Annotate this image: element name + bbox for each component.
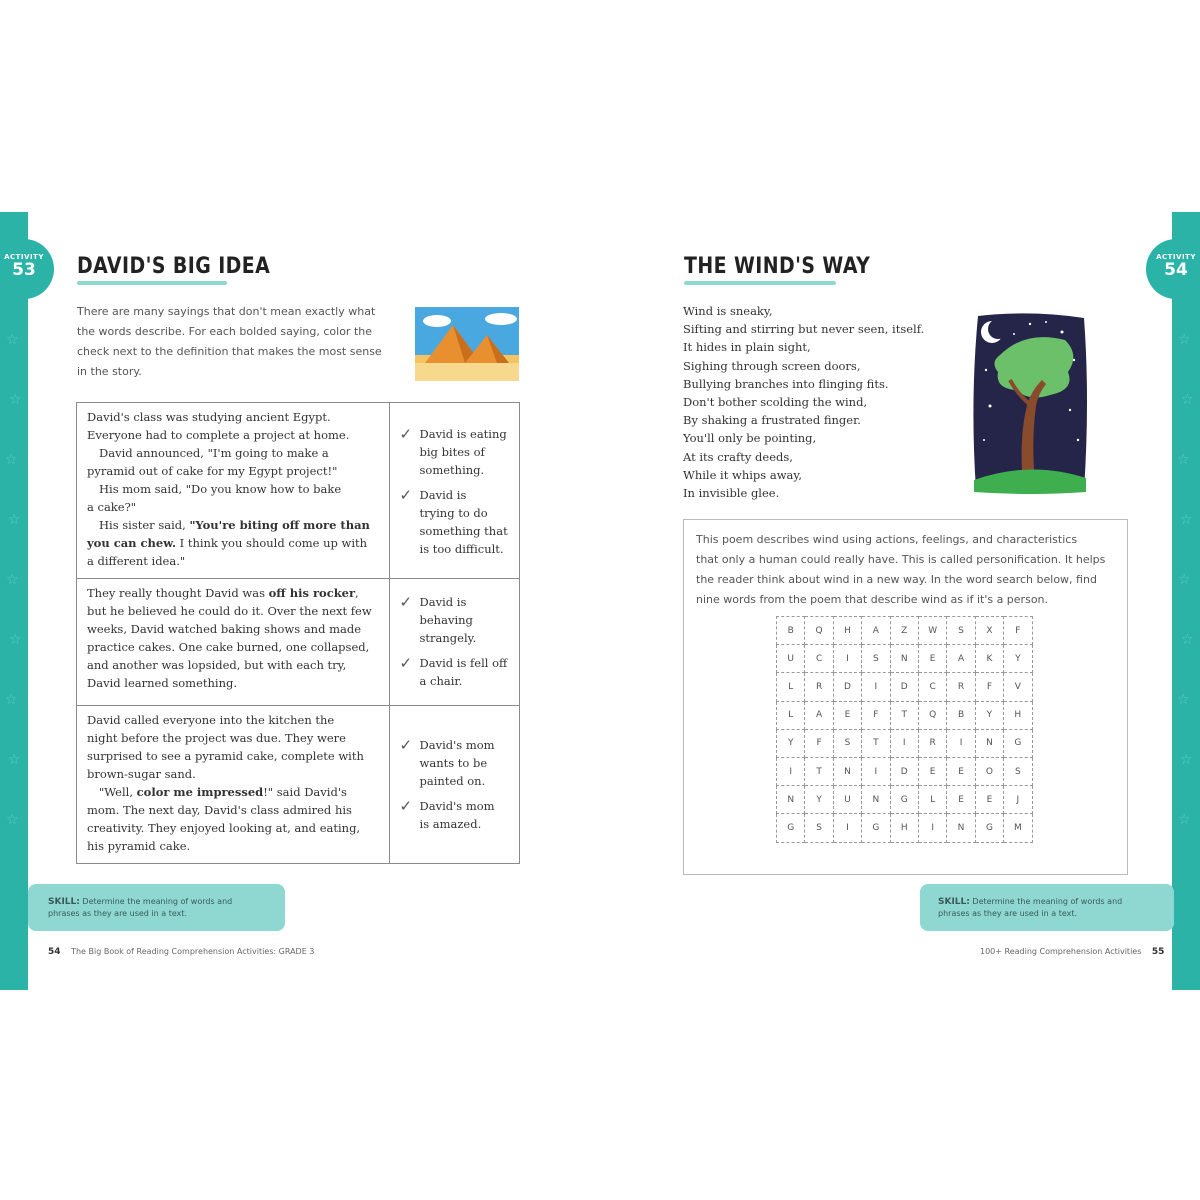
right-page-edge (1172, 212, 1200, 990)
choice-line: David's mom (419, 738, 495, 752)
word-search-cell[interactable]: W (918, 617, 946, 645)
definition-choice[interactable] (400, 797, 511, 833)
star-icon: ☆ (1178, 812, 1191, 828)
page-number: 54 (48, 947, 61, 957)
word-search-cell[interactable]: I (862, 673, 890, 701)
activity-label: ACTIVITY (4, 253, 44, 261)
star-icon: ☆ (8, 512, 21, 528)
word-search-cell[interactable]: E (975, 786, 1003, 814)
poem-line: Bullying branches into flinging fits. (683, 376, 889, 391)
story-line: night before the project was due. They were (87, 731, 346, 745)
definition-choice[interactable] (400, 593, 511, 647)
left-page-edge (0, 212, 28, 990)
word-search-cell[interactable]: E (947, 757, 975, 785)
word-search-cell[interactable]: C (805, 645, 833, 673)
word-search-row (777, 729, 1033, 757)
word-search-cell[interactable]: M (1004, 814, 1032, 842)
star-icon: ☆ (6, 332, 19, 348)
word-search-cell[interactable]: G (890, 786, 918, 814)
word-search-cell[interactable]: E (918, 645, 946, 673)
word-search-cell[interactable]: G (777, 814, 805, 842)
poem-line: Wind is sneaky, (683, 304, 773, 318)
page-title: DAVID'S BIG IDEA (77, 254, 271, 279)
page-footer-right (980, 947, 1164, 957)
word-search-cell[interactable]: B (947, 701, 975, 729)
word-search-cell[interactable]: U (833, 786, 861, 814)
word-search-cell[interactable]: S (862, 645, 890, 673)
star-icon: ☆ (6, 572, 19, 588)
choice-cell (389, 579, 519, 706)
story-row (77, 403, 520, 579)
story-line: a cake?" (87, 500, 137, 514)
story-passage (77, 403, 390, 579)
word-search-cell[interactable]: N (833, 757, 861, 785)
word-search-cell[interactable]: R (947, 673, 975, 701)
star-icon: ☆ (1181, 632, 1194, 648)
word-search-cell[interactable]: X (975, 617, 1003, 645)
word-search-cell[interactable]: A (805, 701, 833, 729)
footer-text: The Big Book of Reading Comprehension Activities: GRADE 3 (71, 947, 315, 956)
word-search-cell[interactable]: Y (805, 786, 833, 814)
word-search-cell[interactable]: F (1004, 617, 1032, 645)
word-search-cell[interactable]: A (862, 617, 890, 645)
star-icon: ☆ (8, 752, 21, 768)
bolded-saying: "You're biting off more than (189, 518, 370, 532)
word-search-row (777, 645, 1033, 673)
story-line: weeks, David watched baking shows and made (87, 622, 362, 636)
word-search-row (777, 617, 1033, 645)
instruction-line: the reader think about wind in a new way. In the word search below, find (696, 573, 1097, 586)
word-search-cell[interactable]: H (833, 617, 861, 645)
word-search-cell[interactable]: S (805, 814, 833, 842)
check-icon[interactable]: ✓ (399, 425, 413, 443)
star-icon: ☆ (1178, 332, 1191, 348)
skill-text: Determine the meaning of words and (969, 897, 1123, 906)
poem-line: You'll only be pointing, (683, 431, 817, 446)
word-search-cell[interactable]: R (918, 729, 946, 757)
word-search-cell[interactable]: S (1004, 757, 1032, 785)
story-row (77, 579, 520, 706)
word-search-cell[interactable]: S (833, 729, 861, 757)
word-search-box (683, 519, 1128, 875)
choice-line: David's mom (419, 799, 495, 813)
word-search-cell[interactable]: I (777, 757, 805, 785)
choice-line: something. (419, 463, 485, 477)
story-line: a different idea." (87, 554, 186, 568)
choice-line: trying to do (419, 506, 488, 520)
story-line: creativity. They enjoyed looking at, and eating, (87, 821, 361, 835)
star-icon: ☆ (6, 812, 19, 828)
title-underline (684, 281, 836, 285)
choice-line: David is eating (419, 427, 507, 441)
word-search-cell[interactable]: H (890, 814, 918, 842)
word-search-cell[interactable]: Z (890, 617, 918, 645)
word-search-cell[interactable]: G (1004, 729, 1032, 757)
definition-choice[interactable] (400, 486, 511, 558)
word-search-cell[interactable]: V (1004, 673, 1032, 701)
bolded-saying: you can chew. (87, 536, 176, 550)
skill-text: phrases as they are used in a text. (938, 909, 1078, 918)
poem-line: Sighing through screen doors, (683, 358, 861, 373)
word-search-grid (776, 616, 1033, 843)
book-spread (0, 212, 1200, 990)
poem-line: Don't bother scolding the wind, (683, 395, 868, 410)
skill-box (920, 884, 1174, 931)
story-line (87, 584, 381, 602)
story-text: !" said David's (263, 785, 347, 799)
star-icon: ☆ (5, 692, 18, 708)
story-line: surprised to see a pyramid cake, complete with (87, 749, 364, 763)
story-line: David's class was studying ancient Egypt. (87, 410, 331, 424)
word-search-cell[interactable]: C (918, 673, 946, 701)
word-search-cell[interactable]: I (947, 729, 975, 757)
word-search-cell[interactable]: F (975, 673, 1003, 701)
choice-line: behaving (419, 613, 473, 627)
word-search-row (777, 701, 1033, 729)
story-line: His mom said, "Do you know how to bake (99, 482, 342, 496)
activity-number: 53 (12, 260, 36, 280)
poem-line: It hides in plain sight, (683, 340, 811, 355)
word-search-cell[interactable]: L (777, 701, 805, 729)
story-line: and another was lopsided, but with each try, (87, 658, 347, 672)
story-line: his pyramid cake. (87, 839, 191, 853)
story-passage (77, 706, 390, 864)
word-search-row (777, 814, 1033, 842)
word-search-cell[interactable]: H (1004, 701, 1032, 729)
poem-line: In invisible glee. (683, 486, 780, 501)
poem-line: At its crafty deeds, (683, 449, 793, 464)
instruction-line: that only a human could really have. This is called personification. It helps (696, 553, 1106, 566)
word-search-cell[interactable]: Q (918, 701, 946, 729)
word-search-cell[interactable]: U (777, 645, 805, 673)
story-line (87, 783, 381, 801)
word-search-cell[interactable]: R (805, 673, 833, 701)
word-search-cell[interactable]: Y (1004, 645, 1032, 673)
windy-tree-illustration (970, 310, 1090, 495)
star-icon: ☆ (1178, 572, 1191, 588)
word-search-cell[interactable]: N (890, 645, 918, 673)
word-search-cell[interactable]: E (947, 786, 975, 814)
story-line (87, 516, 381, 534)
check-icon[interactable]: ✓ (399, 654, 413, 672)
story-line: David announced, "I'm going to make a (99, 446, 329, 460)
word-search-row (777, 786, 1033, 814)
definition-choice[interactable] (400, 736, 511, 790)
word-search-cell[interactable]: D (890, 757, 918, 785)
word-search-cell[interactable]: T (890, 701, 918, 729)
word-search-cell[interactable]: O (975, 757, 1003, 785)
choice-line: wants to be (419, 756, 488, 770)
word-search-row (777, 673, 1033, 701)
story-text: "Well, (99, 785, 137, 799)
instructions-text (696, 530, 1114, 610)
word-search-cell[interactable]: B (777, 617, 805, 645)
word-search-cell[interactable]: J (1004, 786, 1032, 814)
choice-line: David is (419, 488, 467, 502)
activity-label: ACTIVITY (1156, 253, 1196, 261)
word-search-cell[interactable]: Q (805, 617, 833, 645)
choice-line: David is fell off (419, 656, 508, 670)
choice-line: big bites of (419, 445, 485, 459)
star-icon: ☆ (9, 632, 22, 648)
intro-line: There are many sayings that don't mean exactly what (77, 305, 376, 318)
word-search-cell[interactable]: I (833, 814, 861, 842)
word-search-cell[interactable]: A (947, 645, 975, 673)
story-text: His sister said, (99, 518, 190, 532)
choice-line: is too difficult. (419, 542, 504, 556)
check-icon[interactable]: ✓ (399, 593, 413, 611)
activity-badge-left (0, 239, 54, 299)
word-search-cell[interactable]: E (833, 701, 861, 729)
word-search-cell[interactable]: L (777, 673, 805, 701)
poem-line: Sifting and stirring but never seen, itself. (683, 322, 925, 337)
page-footer-left (48, 947, 314, 957)
word-search-cell[interactable]: S (947, 617, 975, 645)
word-search-cell[interactable]: F (805, 729, 833, 757)
star-icon: ☆ (1177, 692, 1190, 708)
word-search-cell[interactable]: T (805, 757, 833, 785)
word-search-cell[interactable]: N (862, 786, 890, 814)
word-search-cell[interactable]: E (918, 757, 946, 785)
instruction-line: nine words from the poem that describe wind as if it's a person. (696, 593, 1049, 606)
word-search-cell[interactable]: Y (975, 701, 1003, 729)
story-text: , (355, 586, 359, 600)
skill-label: SKILL: (938, 897, 970, 907)
choice-cell (389, 706, 519, 864)
intro-line: the words describe. For each bolded saying, color the (77, 325, 372, 338)
story-line (87, 534, 381, 552)
story-text: I think you should come up with (175, 536, 368, 550)
activity-number: 54 (1164, 260, 1188, 280)
skill-text: phrases as they are used in a text. (48, 909, 188, 918)
word-search-cell[interactable]: D (833, 673, 861, 701)
star-icon: ☆ (1180, 512, 1193, 528)
star-icon: ☆ (5, 452, 18, 468)
title-underline (77, 281, 227, 285)
word-search-cell[interactable]: I (890, 729, 918, 757)
skill-box (28, 884, 285, 931)
word-search-cell[interactable]: I (918, 814, 946, 842)
check-icon[interactable]: ✓ (399, 486, 413, 504)
choice-line: strangely. (419, 631, 477, 645)
intro-line: check next to the definition that makes the most sense (77, 345, 382, 358)
choice-line: something that (419, 524, 508, 538)
story-line: but he believed he could do it. Over the next few (87, 604, 372, 618)
check-icon[interactable]: ✓ (399, 797, 413, 815)
star-icon: ☆ (1177, 452, 1190, 468)
definition-choice[interactable] (400, 654, 511, 690)
story-line: David learned something. (87, 676, 237, 690)
definition-choice[interactable] (400, 425, 511, 479)
bolded-saying: off his rocker (268, 586, 356, 600)
word-search-cell[interactable]: I (862, 757, 890, 785)
story-row (77, 706, 520, 864)
story-line: Everyone had to complete a project at home. (87, 428, 350, 442)
star-icon: ☆ (1180, 752, 1193, 768)
word-search-cell[interactable]: G (862, 814, 890, 842)
word-search-cell[interactable]: G (975, 814, 1003, 842)
choice-line: David is (419, 595, 467, 609)
choice-line: a chair. (419, 674, 463, 688)
page-title: THE WIND'S WAY (684, 254, 871, 279)
star-icon: ☆ (1181, 392, 1194, 408)
activity-badge-right (1146, 239, 1200, 299)
word-search-cell[interactable]: T (862, 729, 890, 757)
intro-text (77, 302, 397, 382)
word-search-cell[interactable]: F (862, 701, 890, 729)
pyramids-illustration (415, 307, 519, 381)
intro-line: in the story. (77, 365, 142, 378)
word-search-cell[interactable]: Y (777, 729, 805, 757)
choice-line: is amazed. (419, 817, 482, 831)
word-search-cell[interactable]: L (918, 786, 946, 814)
check-icon[interactable]: ✓ (399, 736, 413, 754)
word-search-cell[interactable]: D (890, 673, 918, 701)
word-search-row (777, 757, 1033, 785)
bolded-saying: color me impressed (136, 785, 264, 799)
story-line: practice cakes. One cake burned, one collapsed, (87, 640, 370, 654)
page-number: 55 (1151, 947, 1165, 957)
choice-line: painted on. (419, 774, 486, 788)
story-line: mom. The next day, David's class admired his (87, 803, 352, 817)
poem (683, 302, 924, 502)
story-line: David called everyone into the kitchen the (87, 713, 335, 727)
poem-line: While it whips away, (683, 467, 803, 482)
story-line: pyramid out of cake for my Egypt project!" (87, 464, 338, 478)
word-search-cell[interactable]: K (975, 645, 1003, 673)
story-text: They really thought David was (87, 586, 269, 600)
instruction-line: This poem describes wind using actions, feelings, and characteristics (696, 533, 1078, 546)
word-search-cell[interactable]: I (833, 645, 861, 673)
star-icon: ☆ (9, 392, 22, 408)
word-search-cell[interactable]: N (975, 729, 1003, 757)
story-table (76, 402, 520, 864)
story-line: brown-sugar sand. (87, 767, 196, 781)
word-search-cell[interactable]: N (777, 786, 805, 814)
word-search-cell[interactable]: N (947, 814, 975, 842)
skill-label: SKILL: (48, 897, 80, 907)
story-passage (77, 579, 390, 706)
choice-cell (389, 403, 519, 579)
skill-text: Determine the meaning of words and (79, 897, 233, 906)
poem-line: By shaking a frustrated finger. (683, 413, 861, 428)
footer-text: 100+ Reading Comprehension Activities (980, 947, 1142, 956)
